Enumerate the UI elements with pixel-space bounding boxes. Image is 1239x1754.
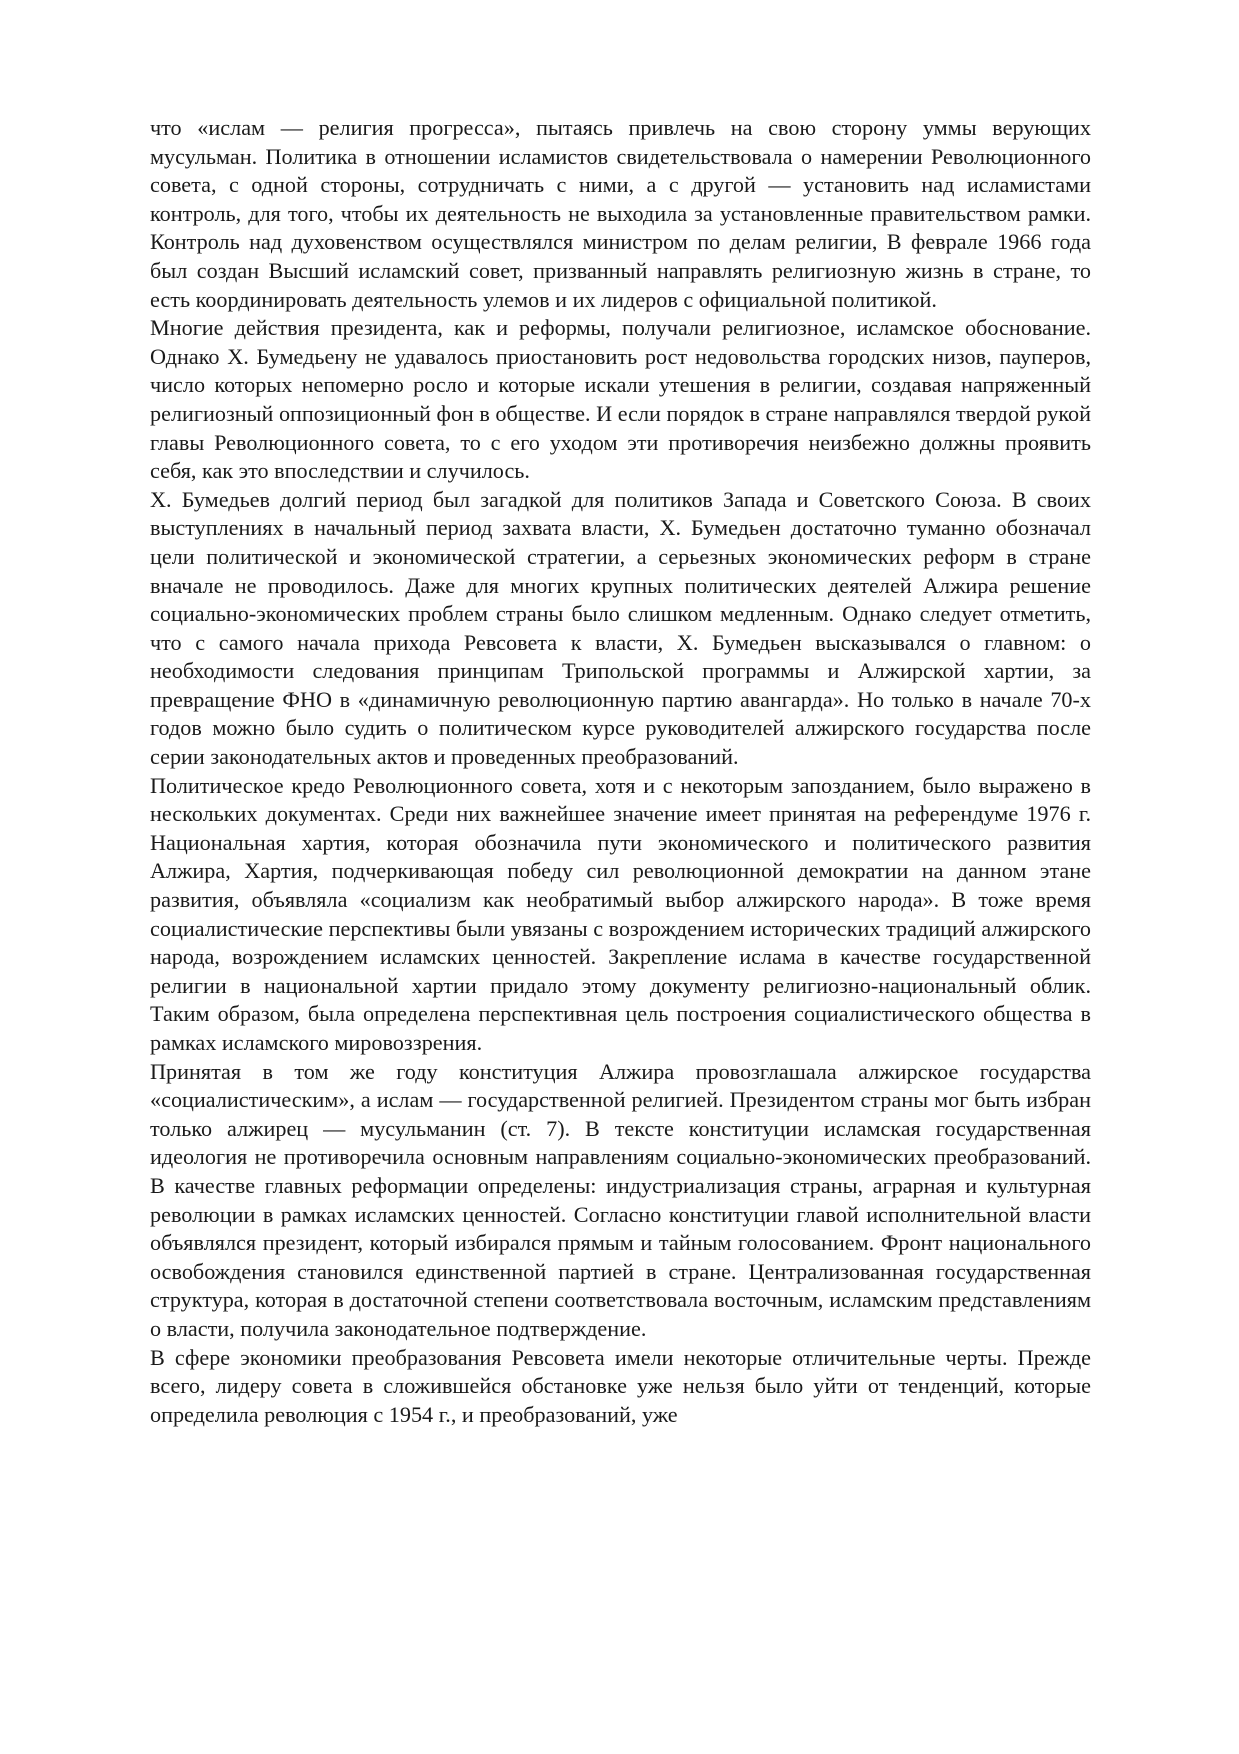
paragraph-2: Многие действия президента, как и реформы, получали религиозное, исламское обоснование. Однако Х. Бумедьену не удавалось приостановить рост недовольства городских низов, пауперов, число которых непомерно росло и которые искали утешения в религии, создавая напряженный религиозный оппозиционный фон в обществе. И если порядок в стране направлялся твердой рукой главы Революционного совета, то с его уходом эти противоречия неизбежно должны проявить себя, как это впоследствии и случилось. — [150, 315, 1091, 484]
paragraph-3: Х. Бумедьев долгий период был загадкой для политиков Запада и Советского Союза. В своих выступлениях в начальный период захвата власти, Х. Бумедьен достаточно туманно обозначал цели политической и экономической стратегии, а серьезных экономических реформ в стране вначале не проводилось. Даже для многих крупных политических деятелей Алжира решение социально-экономических проблем страны было слишком медленным. Однако следует отметить, что с самого начала прихода Ревсовета к власти, Х. Бумедьен высказывался о главном: о необходимости следования принципам Трипольской программы и Алжирской хартии, за превращение ФНО в «динамичную революционную партию авангарда». Но только в начале 70-х годов можно было судить о политическом курсе руководителей алжирского государства после серии законодательных актов и проведенных преобразований. — [150, 486, 1091, 770]
paragraph-5: Принятая в том же году конституция Алжира провозглашала алжирское государства «социалистическим», а ислам — государственной религией. Президентом страны мог быть избран только алжирец — мусульманин (ст. 7). В тексте конституции исламская государственная идеология не противоречила основным направлениям социально-экономических преобразований. В качестве главных реформации определены: индустриализация страны, аграрная и культурная революции в рамках исламских ценностей. Согласно конституции главой исполнительной власти объявлялся президент, который избирался прямым и тайным голосованием. Фронт национального освобождения становился единственной партией в стране. Централизованная государственная структура, которая в достаточной степени соответствовала восточным, исламским представлениям о власти, получила законодательное подтверждение. — [150, 1058, 1091, 1341]
paragraph-4: Политическое кредо Революционного совета, хотя и с некоторым запозданием, было выражено в нескольких документах. Среди них важнейшее значение имеет принятая на референдуме 1976 г. Национальная хартия, которая обозначила пути экономического и политического развития Алжира, Хартия, подчеркивающая победу сил революционной демократии на данном этане развития, объявляла «социализм как необратимый выбор алжирского народа». В тоже время социалистические перспективы были увязаны с возрождением исторических традиций алжирского народа, возрождением исламских ценностей. Закрепление ислама в качестве государственной религии в национальной хартии придало этому документу религиозно-национальный облик. Таким образом, была определена перспективная цель построения социалистического общества в рамках исламского мировоззрения. — [150, 772, 1091, 1055]
paragraph-1: что «ислам — религия прогресса», пытаясь привлечь на свою сторону уммы верующих мусульман. Политика в отношении исламистов свидетельствовала о намерении Революционного совета, с одной стороны, сотрудничать с ними, а с другой — установить над исламистами контроль, для того, чтобы их деятельность не выходила за установленные правительством рамки. Контроль над духовенством осуществлялся министром по делам религии, В феврале 1966 года был создан Высший исламский совет, призванный направлять религиозную жизнь в стране, то есть координировать деятельность улемов и их лидеров с официальной политикой. — [150, 115, 1091, 312]
paragraph-6: В сфере экономики преобразования Ревсовета имели некоторые отличительные черты. Прежде всего, лидеру совета в сложившейся обстановке уже нельзя было уйти от тенденций, которые определила революция с 1954 г., и преобразований, уже — [150, 1344, 1091, 1427]
document-page — [150, 114, 1091, 1429]
